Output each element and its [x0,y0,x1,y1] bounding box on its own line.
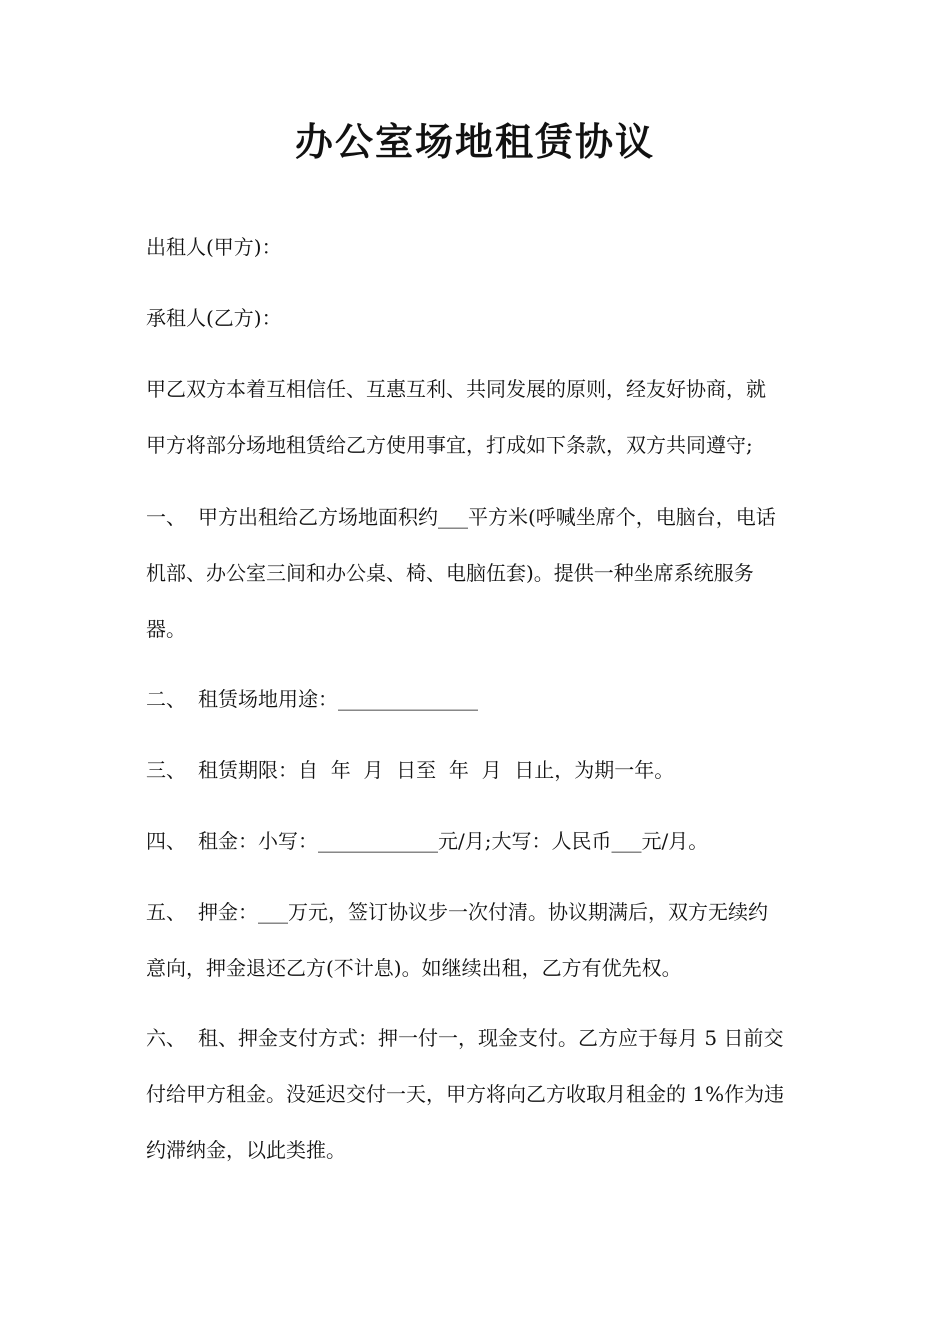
clause-2-text: 租赁场地用途：______________ [198,687,478,711]
document-title: 办公室场地租赁协议 [294,119,655,164]
clause-1-line-2: 机部、办公室三间和办公桌、椅、电脑伍套)。提供一种坐席系统服务 [146,561,754,585]
clause-6-text: 租、押金支付方式：押一付一，现金支付。乙方应于每月 5 日前交 [198,1026,784,1050]
clause-5-number: 五、 [146,900,186,924]
intro-line-2: 甲方将部分场地租赁给乙方使用事宜，打成如下条款，双方共同遵守; [146,433,753,457]
clause-4 [146,826,826,856]
clause-3-text: 租赁期限：自 年 月 日至 年 月 日止，为期一年。 [198,758,675,782]
clause-6-number: 六、 [146,1026,186,1050]
clause-3 [146,755,826,785]
clause-1-text: 甲方出租给乙方场地面积约___平方米(呼喊坐席个，电脑台，电话 [198,505,776,529]
clause-6-line-2: 付给甲方租金。没延迟交付一天，甲方将向乙方收取月租金的 1%作为违 [146,1082,785,1106]
clause-4-number: 四、 [146,829,186,853]
intro-line-1: 甲乙双方本着互相信任、互惠互利、共同发展的原则，经友好协商，就 [146,377,766,401]
clause-2 [146,684,826,714]
clause-1-line-3: 器。 [146,617,186,641]
clause-5-text: 押金：___万元，签订协议步一次付清。协议期满后，双方无续约 [198,900,768,924]
clause-5-line-1 [146,897,826,927]
clause-6-line-1 [146,1023,826,1053]
lessor-label: 出租人(甲方)： [146,235,282,259]
clause-4-text: 租金：小写：____________元/月;大写：人民币___元/月。 [198,829,709,853]
clause-5-line-2: 意向，押金退还乙方(不计息)。如继续出租，乙方有优先权。 [146,956,682,980]
clause-6-line-3: 约滞纳金，以此类推。 [146,1138,346,1162]
clause-1-line-1 [146,502,826,532]
clause-2-number: 二、 [146,687,186,711]
clause-3-number: 三、 [146,758,186,782]
lessee-label: 承租人(乙方)： [146,306,282,330]
clause-1-number: 一、 [146,505,186,529]
